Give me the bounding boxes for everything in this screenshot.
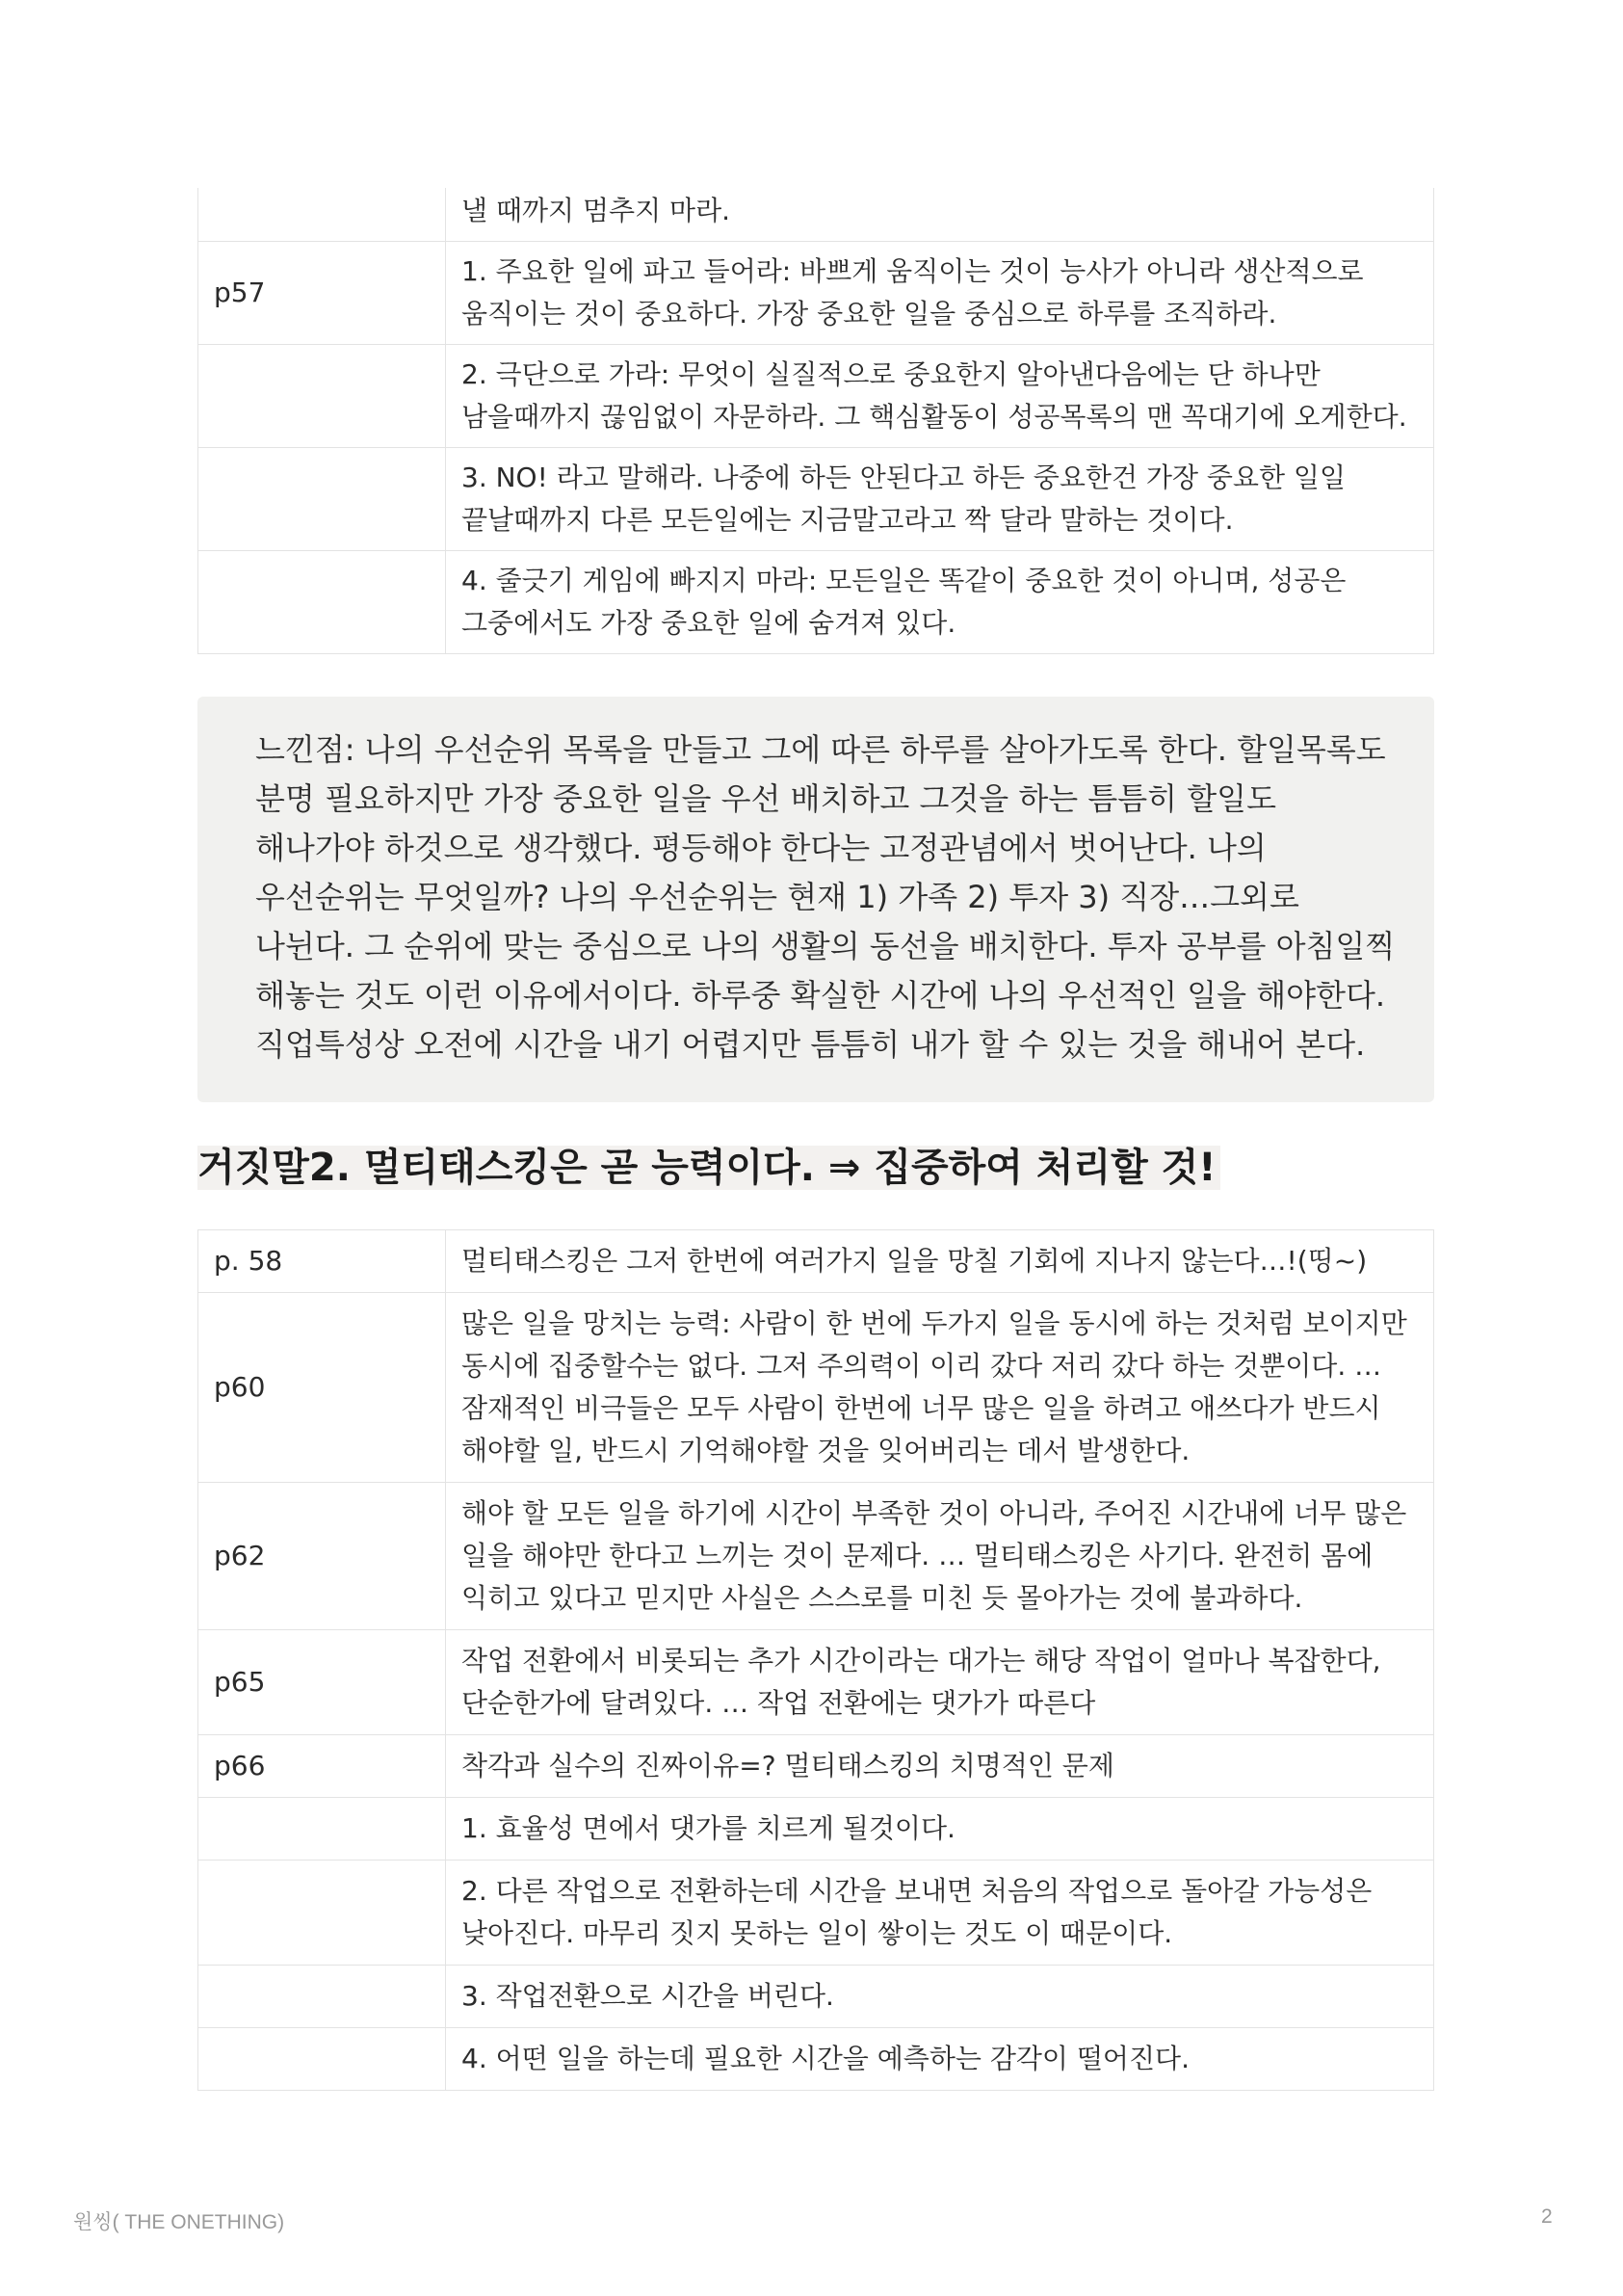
notes-table-2 — [197, 1229, 1434, 2091]
page-ref-cell: p60 — [198, 1293, 446, 1483]
note-cell: 1. 효율성 면에서 댓가를 치르게 될것이다. — [446, 1798, 1434, 1861]
note-cell: 많은 일을 망치는 능력: 사람이 한 번에 두가지 일을 동시에 하는 것처럼 보이지만 동시에 집중할수는 없다. 그저 주의력이 이리 갔다 저리 갔다 하는 것뿐이다. … 잠재적인 비극들은 모두 사람이 한번에 너무 많은 일을 하려고 애쓰다가 반드시 해야할 일, 반드시 기억해야할 것을 잊어버리는 데서 발생한다. — [446, 1293, 1434, 1483]
page-ref-cell: p65 — [198, 1630, 446, 1735]
table-row — [198, 345, 1434, 448]
page-ref-cell — [198, 2028, 446, 2091]
note-cell: 4. 줄긋기 게임에 빠지지 마라: 모든일은 똑같이 중요한 것이 아니며, 성공은 그중에서도 가장 중요한 일에 숨겨져 있다. — [446, 551, 1434, 654]
footer-document-title: 원씽( THE ONETHING) — [73, 2211, 285, 2233]
page-ref-cell: p62 — [198, 1483, 446, 1630]
footer-page-number: 2 — [1541, 2205, 1553, 2228]
note-cell: 1. 주요한 일에 파고 들어라: 바쁘게 움직이는 것이 능사가 아니라 생산적으로 움직이는 것이 중요하다. 가장 중요한 일을 중심으로 하루를 조직하라. — [446, 242, 1434, 345]
note-cell: 2. 극단으로 가라: 무엇이 실질적으로 중요한지 알아낸다음에는 단 하나만 남을때까지 끊임없이 자문하라. 그 핵심활동이 성공목록의 맨 꼭대기에 오게한다. — [446, 345, 1434, 448]
page-ref-cell — [198, 1861, 446, 1966]
table-row — [198, 1483, 1434, 1630]
table-row — [198, 1735, 1434, 1798]
note-cell: 3. NO! 라고 말해라. 나중에 하든 안된다고 하든 중요한건 가장 중요한 일일 끝날때까지 다른 모든일에는 지금말고라고 짝 달라 말하는 것이다. — [446, 448, 1434, 551]
table-row — [198, 551, 1434, 654]
note-cell: 해야 할 모든 일을 하기에 시간이 부족한 것이 아니라, 주어진 시간내에 너무 많은 일을 해야만 한다고 느끼는 것이 문제다. … 멀티태스킹은 사기다. 완전히 몸에 익히고 있다고 믿지만 사실은 스스로를 미친 듯 몰아가는 것에 불과하다. — [446, 1483, 1434, 1630]
page-ref-cell — [198, 1966, 446, 2028]
page-ref-cell: p57 — [198, 242, 446, 345]
notes-table-1 — [197, 188, 1434, 654]
note-cell: 낼 때까지 멈추지 마라. — [446, 188, 1434, 242]
reflection-callout — [197, 697, 1434, 1102]
page-ref-cell: p. 58 — [198, 1230, 446, 1293]
note-cell: 착각과 실수의 진짜이유=? 멀티태스킹의 치명적인 문제 — [446, 1735, 1434, 1798]
table-row — [198, 1293, 1434, 1483]
table-row — [198, 1630, 1434, 1735]
page-ref-cell: p66 — [198, 1735, 446, 1798]
page-content — [197, 188, 1434, 2091]
table-row — [198, 242, 1434, 345]
page-ref-cell — [198, 448, 446, 551]
page-ref-cell — [198, 345, 446, 448]
note-cell: 4. 어떤 일을 하는데 필요한 시간을 예측하는 감각이 떨어진다. — [446, 2028, 1434, 2091]
table-row — [198, 1798, 1434, 1861]
table-row — [198, 448, 1434, 551]
page-ref-cell — [198, 551, 446, 654]
page-ref-cell — [198, 1798, 446, 1861]
section-heading — [197, 1141, 1434, 1195]
callout-text: 느낀점: 나의 우선순위 목록을 만들고 그에 따른 하루를 살아가도록 한다. 할일목록도 분명 필요하지만 가장 중요한 일을 우선 배치하고 그것을 하는 틈틈히 할일도 해나가야 하것으로 생각했다. 평등해야 한다는 고정관념에서 벗어난다. 나의 우선순위는 무엇일까? 나의 우선순위는 현재 1) 가족 2) 투자 3) 직장…그외로 나뉜다. 그 순위에 맞는 중심으로 나의 생활의 동선을 배치한다. 투자 공부를 아침일찍 해놓는 것도 이런 이유에서이다. 하루중 확실한 시간에 나의 우선적인 일을 해야한다. 직업특성상 오전에 시간을 내기 어렵지만 틈틈히 내가 할 수 있는 것을 해내어 본다. — [255, 731, 1396, 1063]
table-row — [198, 1230, 1434, 1293]
note-cell: 멀티태스킹은 그저 한번에 여러가지 일을 망칠 기회에 지나지 않는다…!(띵~) — [446, 1230, 1434, 1293]
table-row — [198, 1966, 1434, 2028]
section-heading-text: 거짓말2. 멀티태스킹은 곧 능력이다. ⇒ 집중하여 처리할 것! — [197, 1146, 1220, 1190]
note-cell: 2. 다른 작업으로 전환하는데 시간을 보내면 처음의 작업으로 돌아갈 가능성은 낮아진다. 마무리 짓지 못하는 일이 쌓이는 것도 이 때문이다. — [446, 1861, 1434, 1966]
table-row — [198, 2028, 1434, 2091]
table-row — [198, 188, 1434, 242]
page-ref-cell — [198, 188, 446, 242]
note-cell: 작업 전환에서 비롯되는 추가 시간이라는 대가는 해당 작업이 얼마나 복잡한다, 단순한가에 달려있다. … 작업 전환에는 댓가가 따른다 — [446, 1630, 1434, 1735]
table-row — [198, 1861, 1434, 1966]
note-cell: 3. 작업전환으로 시간을 버린다. — [446, 1966, 1434, 2028]
